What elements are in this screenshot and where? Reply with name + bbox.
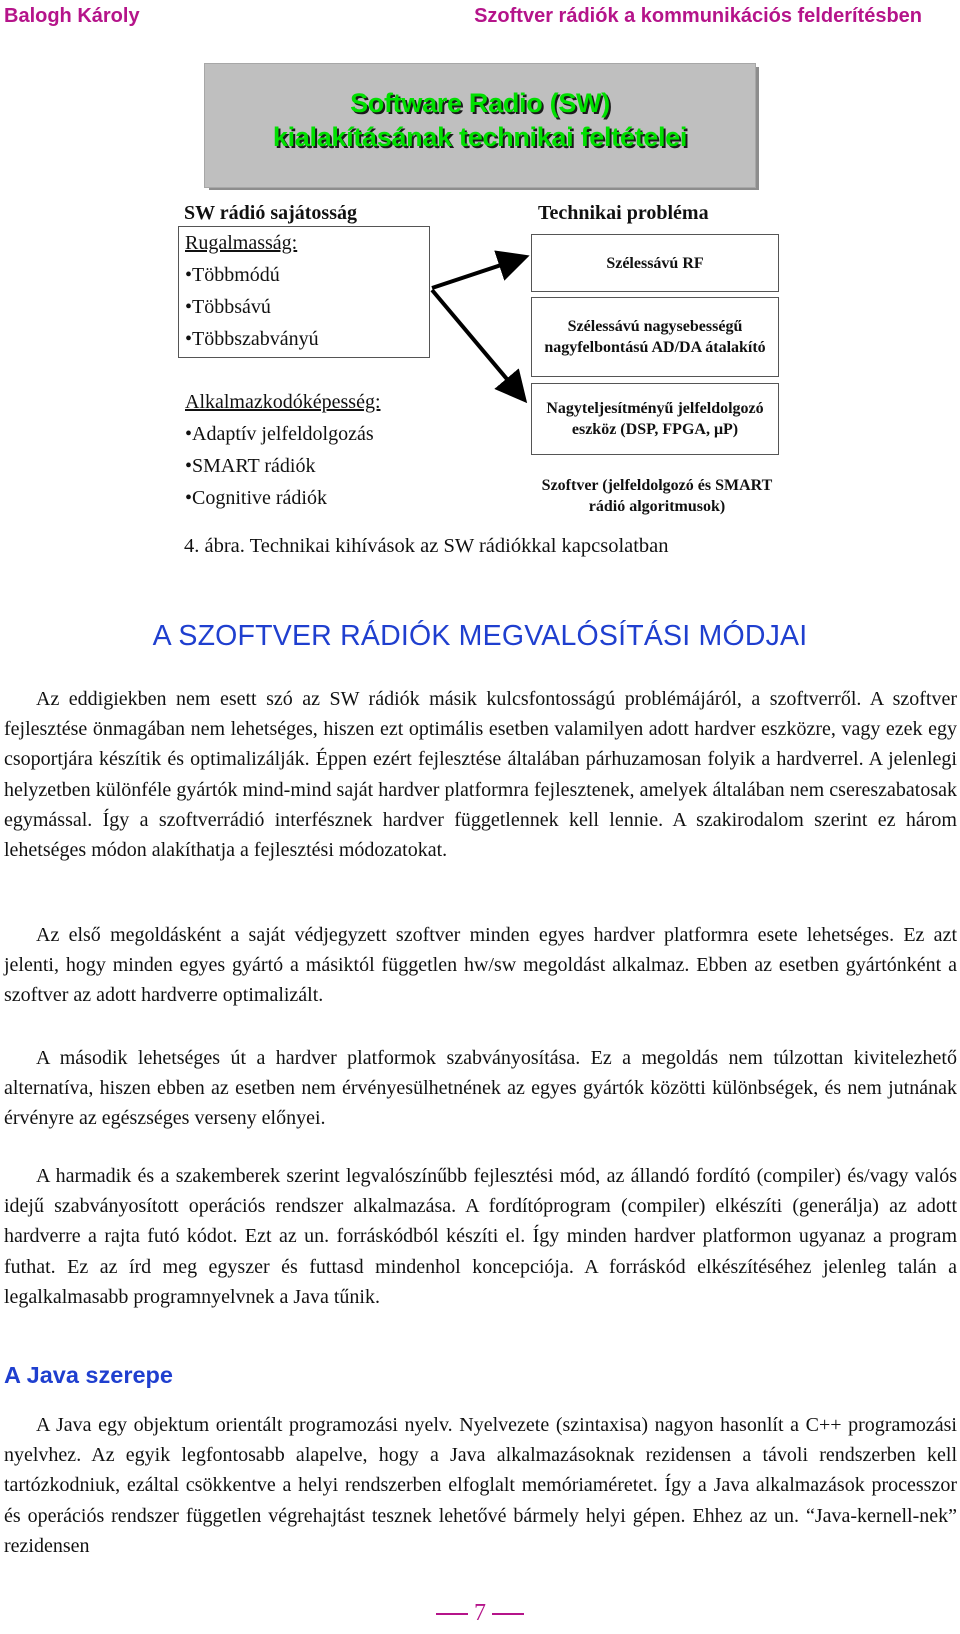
body-paragraph: A harmadik és a szakemberek szerint legvalószínűbb fejlesztési mód, az állandó fordító (compiler) és/vagy valós idejű szabványosított operációs rendszer alkalmazása. A fordítóprogram (compiler) elkészíti (generálja) az adott hardverre a rajta futó kódot. Ezt az un. forráskódból készíti el. Így minden hardver platformon ugyanaz a program futhat. Ez az írd meg egyszer és futtasd mindenhol koncepciója. A forráskód elkészítéséhez jelenleg talán a legalkalmasabb programnyelvnek a Java tűnik.: [4, 1165, 957, 1308]
page-number: [0, 1600, 960, 1627]
page-number-value: 7: [474, 1600, 486, 1626]
problem-software: Szoftver (jelfeldolgozó és SMART rádió algoritmusok): [541, 477, 773, 515]
page-number-dash: [436, 1613, 468, 1615]
figure-right-column-header: Technikai probléma: [538, 202, 709, 224]
figure-title-line-2: kialakításának technikai feltételei: [272, 122, 688, 152]
problem-signal-processor: Nagyteljesítményű jelfeldolgozó eszköz (DSP, FPGA, μP): [531, 383, 779, 455]
adaptability-heading: Alkalmazkodóképesség:: [185, 391, 381, 413]
problem-adda-converter: Szélessávú nagysebességű nagyfelbontású AD/DA átalakító: [531, 297, 779, 377]
flexibility-heading: Rugalmasság:: [185, 232, 298, 254]
figure-title-line-1: Software Radio (SW): [350, 88, 610, 118]
section-heading: A SZOFTVER RÁDIÓK MEGVALÓSÍTÁSI MÓDJAI: [152, 620, 808, 652]
flexibility-item: •Többmódú: [185, 264, 280, 286]
figure-arrows: [0, 0, 960, 560]
adaptability-item: •SMART rádiók: [185, 455, 316, 477]
body-paragraph: Az eddigiekben nem esett szó az SW rádiók másik kulcsfontosságú problémájáról, a szoftverről. A szoftver fejlesztése önmagában nem lehetséges, hiszen ezt optimális esetben valamilyen adott hardver eszközre, vagy ezek egy csoportjára készítik és optimalizálják. Éppen ezért fejlesztése általában párhuzamosan folyik a hardverrel. A jelenlegi helyzetben különféle gyártók mind-mind saját hardver platformra fejlesztenek, amelyek általában nem csereszabatosak egymással. Így a szoftverrádió interfésznek hardver függetlennek kell lennie. A szakirodalom szerint ez három lehetséges módon alakíthatja a fejlesztési módozatokat.: [4, 688, 957, 862]
arrow-flexibility-to-rf: [432, 258, 522, 288]
figure-caption: 4. ábra. Technikai kihívások az SW rádiókkal kapcsolatban: [184, 535, 669, 557]
arrow-flexibility-to-dsp: [432, 290, 522, 397]
figure-left-column-header: SW rádió sajátosság: [184, 202, 357, 224]
body-paragraph: Az első megoldásként a saját védjegyzett szoftver minden egyes hardver platformra esete lehetséges. Ez azt jelenti, hogy minden egyes gyártó a másiktól független hw/sw megoldást alkalmaz. Ebben az esetben gyártónként a szoftver az adott hardverre optimalizált.: [4, 924, 957, 1007]
flexibility-item: •Többszabványú: [185, 328, 319, 350]
page-number-dash: [492, 1613, 524, 1615]
body-paragraph: A Java egy objektum orientált programozási nyelv. Nyelvezete (szintaxisa) nagyon hasonlít a C++ programozási nyelvhez. Az egyik legfontosabb alapelve, hogy a Java alkalmazásoknak rezidensen a távoli rendszerben kell tartózkodniuk, ezáltal csökkentve a helyi rendszerben elfoglalt memóriaméretet. Így a Java alkalmazások processzor és operációs rendszer független végrehajtást tesznek lehetővé bármely helyi gépen. Ehhez az un. “Java-kernell-nek” rezidensen: [4, 1414, 957, 1557]
running-header-title: Szoftver rádiók a kommunikációs felderítésben: [474, 5, 922, 27]
subsection-heading: A Java szerepe: [4, 1362, 173, 1388]
problem-wideband-rf: Szélessávú RF: [531, 234, 779, 292]
adaptability-item: •Cognitive rádiók: [185, 487, 327, 509]
running-header-author: Balogh Károly: [4, 5, 140, 27]
adaptability-item: •Adaptív jelfeldolgozás: [185, 423, 374, 445]
flexibility-item: •Többsávú: [185, 296, 271, 318]
body-paragraph: A második lehetséges út a hardver platformok szabványosítása. Ez a megoldás nem túlzottan kivitelezhető alternatíva, hiszen ebben az esetben nem érvényesülhetnének az egyes gyártók közötti különbségek, és nem jutnának érvényre az egészséges verseny előnyei.: [4, 1047, 957, 1130]
